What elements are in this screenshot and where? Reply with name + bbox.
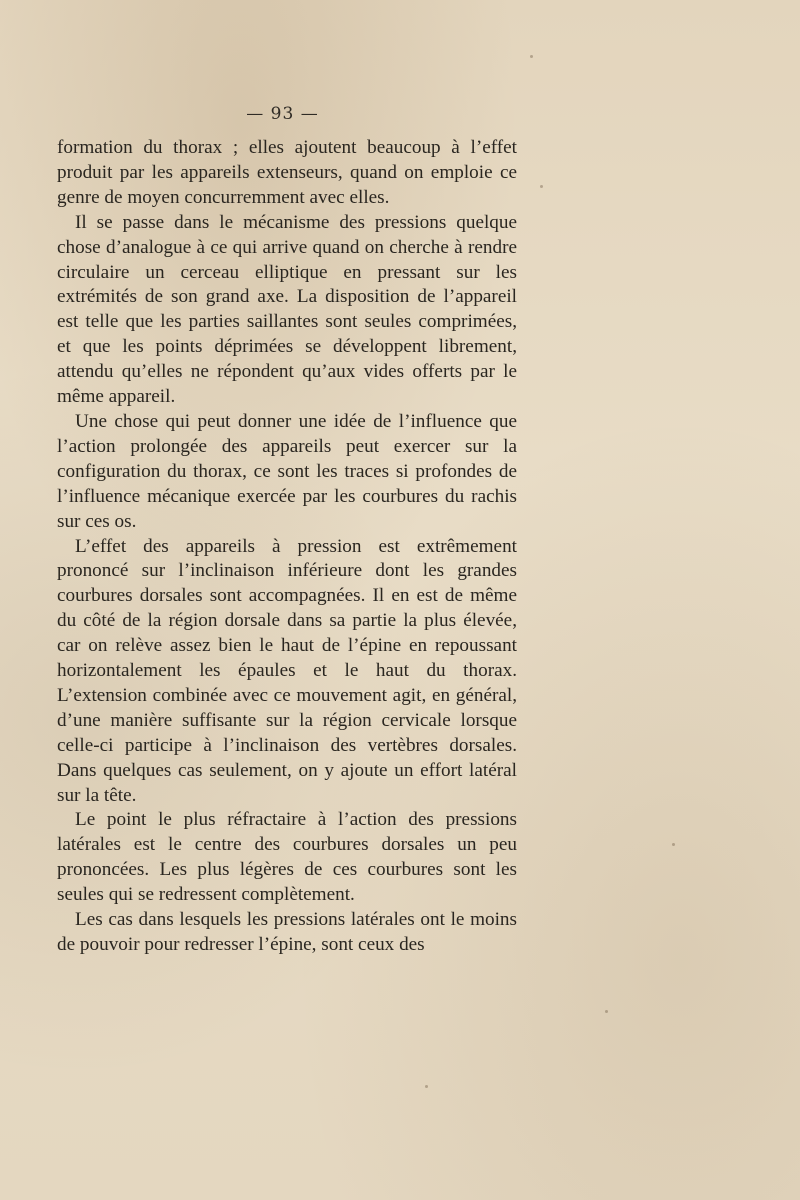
paragraph-5: Le point le plus réfractaire à l’action des pressions latérales est le centre des courbures dorsales un peu prononcées. Les plus légères de ces courbures sont les seules qui se redressent complètement. xyxy=(57,809,517,906)
paragraph-2: Il se passe dans le mécanisme des pressions quelque chose d’analogue à ce qui arrive quand on cherche à rendre circulaire un cerceau elliptique en pressant sur les extrémités de son grand axe. La disposition de l’appareil est telle que les parties saillantes sont seules comprimées, et que les points déprimées se développent librement, attendu qu’elles ne répondent qu’aux vides offerts par le même appareil. xyxy=(57,211,517,408)
paper-speck xyxy=(425,1085,428,1088)
paper-speck xyxy=(605,1010,608,1013)
paragraph-4: L’effet des appareils à pression est extrêmement prononcé sur l’inclinaison inférieure dont les grandes courbures dorsales sont accompagnées. Il en est de même du côté de la région dorsale dans sa partie la plus élevée, car on relève assez bien le haut de l’épine en repoussant horizontalement les épaules et le haut du thorax. L’extension combinée avec ce mouvement agit, en général, d’une manière suffisante sur la région cervicale lorsque celle-ci participe à l’inclinaison des vertèbres dorsales. Dans quelques cas seulement, on y ajoute un effort latéral sur la tête. xyxy=(57,535,517,806)
paper-speck xyxy=(530,55,533,58)
paper-speck xyxy=(672,843,675,846)
paper-speck xyxy=(540,185,543,188)
body-text xyxy=(57,136,517,958)
page-number: — 93 — xyxy=(246,104,319,124)
paragraph-1: formation du thorax ; elles ajoutent beaucoup à l’effet produit par les appareils extenseurs, quand on emploie ce genre de moyen concurremment avec elles. xyxy=(57,137,517,208)
paragraph-3: Une chose qui peut donner une idée de l’influence que l’action prolongée des appareils peut exercer sur la configuration du thorax, ce sont les traces si profondes de l’influence mécanique exercée par les courbures du rachis sur ces os. xyxy=(57,410,517,532)
paragraph-6: Les cas dans lesquels les pressions latérales ont le moins de pouvoir pour redresser l’épine, sont ceux des xyxy=(57,909,517,955)
